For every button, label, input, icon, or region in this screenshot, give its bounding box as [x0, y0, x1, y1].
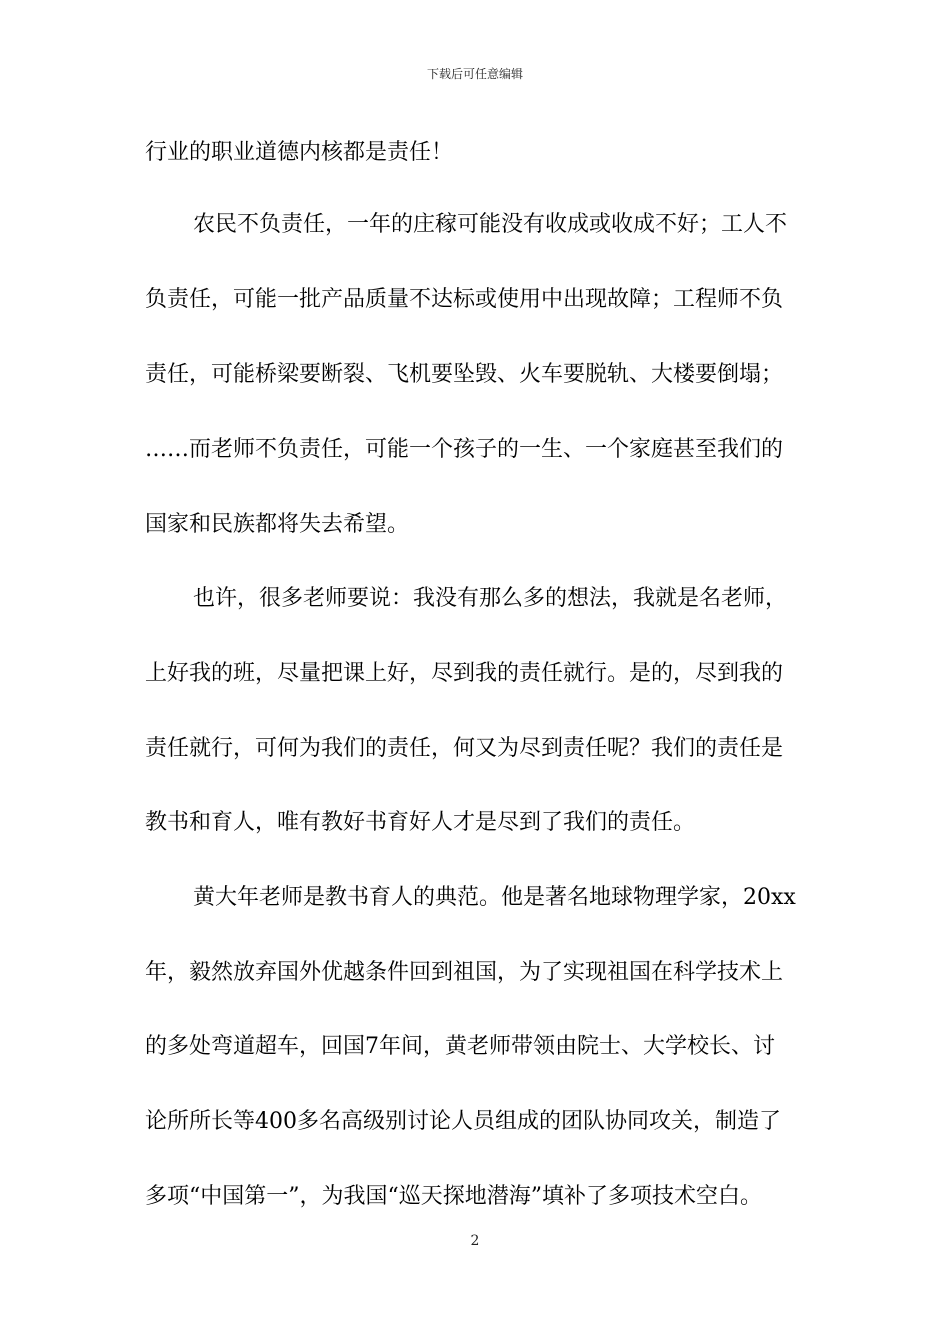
- text-line: 行业的职业道德内核都是责任！: [145, 140, 454, 165]
- paragraph-first-line: 也许，很多老师要说：我没有那么多的想法，我就是名老师，: [193, 586, 788, 611]
- text-line: ……而老师不负责任，可能一个孩子的一生、一个家庭甚至我们的: [145, 437, 784, 462]
- text-line: 国家和民族都将失去希望。: [145, 512, 410, 537]
- text-line: 责任就行，可何为我们的责任，何又为尽到责任呢？我们的责任是: [145, 736, 784, 761]
- text-line: 论所所长等400多名高级别讨论人员组成的团队协同攻关，制造了: [145, 1109, 781, 1134]
- text-line: 上好我的班，尽量把课上好，尽到我的责任就行。是的，尽到我的: [145, 661, 784, 686]
- text-line: 责任，可能桥梁要断裂、飞机要坠毁、火车要脱轨、大楼要倒塌；: [145, 362, 784, 387]
- page-header: 下载后可任意编辑: [426, 67, 523, 81]
- page-number: 2: [470, 1233, 480, 1249]
- paragraph-first-line: 黄大年老师是教书育人的典范。他是著名地球物理学家，20xx: [193, 885, 796, 910]
- text-line: 负责任，可能一批产品质量不达标或使用中出现故障；工程师不负: [145, 287, 784, 312]
- text-line: 多项“中国第一”，为我国“巡天探地潜海”填补了多项技术空白。: [145, 1184, 762, 1209]
- text-line: 教书和育人，唯有教好书育好人才是尽到了我们的责任。: [145, 810, 696, 835]
- text-line: 年，毅然放弃国外优越条件回到祖国，为了实现祖国在科学技术上: [145, 960, 784, 985]
- paragraph-first-line: 农民不负责任，一年的庄稼可能没有收成或收成不好；工人不: [193, 212, 788, 237]
- text-line: 的多处弯道超车，回国7年间，黄老师带领由院士、大学校长、讨: [145, 1034, 775, 1059]
